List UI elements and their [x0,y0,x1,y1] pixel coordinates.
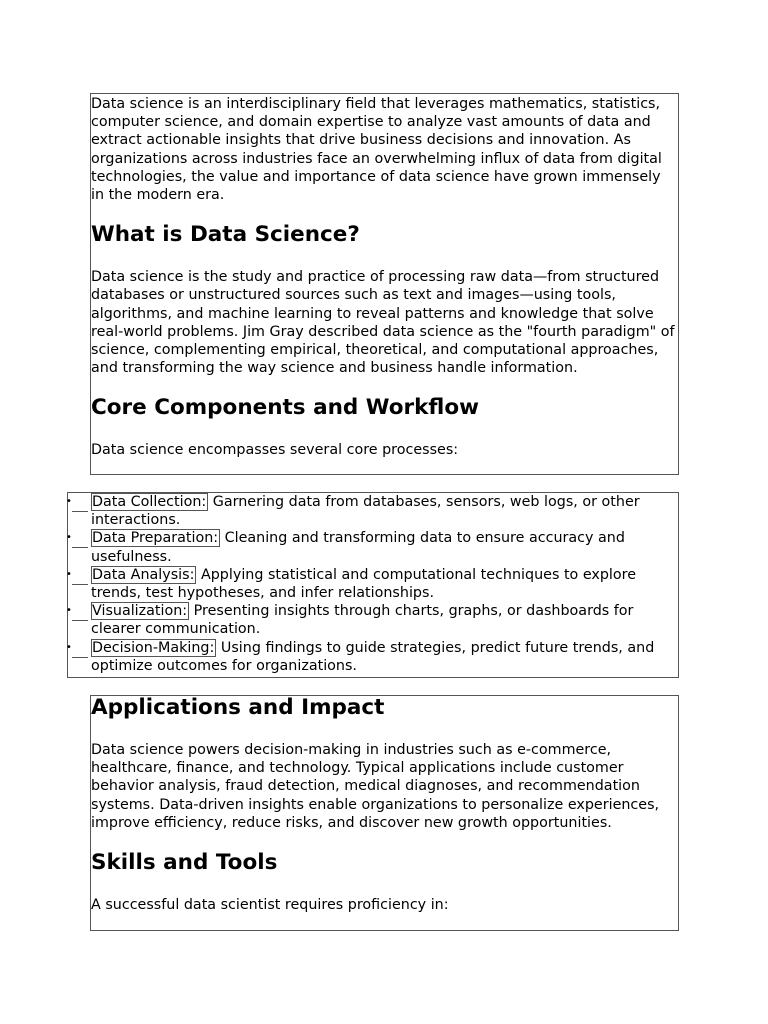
list-item [68,529,678,565]
definition-paragraph: Data science is the study and practice of processing raw data—from structured databases or unstructured sources such as text and images—using tools, algorithms, and machine learning to reveal patterns and knowledge that solve real-world problems. Jim Gray described data science as the "fourth paradigm" of science, complementing empirical, theoretical, and computational approaches, and transforming the way science and business handle information. [91,269,675,377]
core-components-list-box [67,492,679,678]
applications-paragraph: Data science powers decision-making in industries such as e-commerce, healthcare, finance, and technology. Typical applications include customer behavior analysis, fraud detection, medical diagnoses, and recommendation systems. Data-driven insights enable organizations to personalize experiences, improve efficiency, reduce risks, and discover new growth opportunities. [91,742,660,831]
bullet-underline [72,547,88,548]
core-processes-intro: Data science encompasses several core processes: [91,442,459,459]
bullet-icon: • [66,605,72,617]
component-term: Data Preparation: [92,530,219,547]
heading-core-components: Core Components and Workflow [91,395,479,421]
list-item [68,602,678,638]
intro-paragraph: Data science is an interdisciplinary field that leverages mathematics, statistics, computer science, and domain expertise to analyze vast amounts of data and extract actionable insights that drive business decisions and innovation. As organizations across industries face an overwhelming influx of data from digital technologies, the value and importance of data science have grown immensely in the modern era. [91,96,662,204]
bullet-underline [72,511,88,512]
component-term: Decision-Making: [92,639,215,656]
heading-what-is-data-science: What is Data Science? [91,222,360,248]
list-item [68,566,678,602]
component-description: Garnering data from databases, sensors, web logs, or other interactions. [91,494,640,529]
applications-section [90,695,679,931]
list-item [68,639,678,675]
component-description: Applying statistical and computational techniques to explore trends, test hypotheses, and infer relationships. [91,566,637,602]
heading-skills-tools: Skills and Tools [91,850,278,876]
bullet-icon: • [66,568,72,580]
bullet-underline [72,620,88,621]
bullet-underline [72,657,88,658]
component-term: Data Collection: [92,494,207,510]
heading-applications-impact: Applications and Impact [91,695,385,720]
core-components-list [68,493,678,675]
bullet-icon: • [66,532,72,544]
skills-intro: A successful data scientist requires proficiency in: [91,897,449,914]
component-description: Using findings to guide strategies, predict future trends, and optimize outcomes for organizations. [91,639,655,674]
component-description: Cleaning and transforming data to ensure accuracy and usefulness. [91,530,625,565]
intro-section [90,93,679,475]
bullet-icon: • [66,496,72,507]
list-item [68,493,678,529]
component-description: Presenting insights through charts, graphs, or dashboards for clearer communication. [91,603,634,638]
component-term: Data Analysis: [92,566,195,583]
bullet-icon: • [66,641,72,653]
component-term: Visualization: [92,603,188,620]
bullet-underline [72,584,88,585]
